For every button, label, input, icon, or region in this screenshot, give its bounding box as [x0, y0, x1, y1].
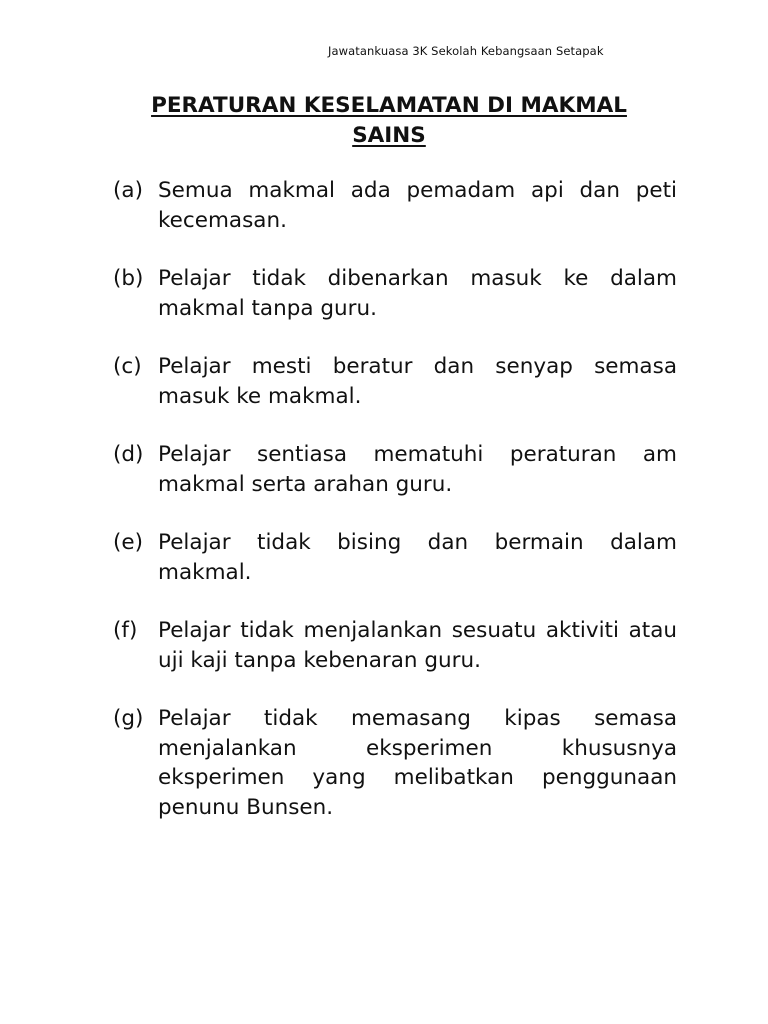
- document-title: [96, 91, 682, 151]
- title-line-1: PERATURAN KESELAMATAN DI MAKMAL: [151, 93, 627, 118]
- rule-marker: (g): [113, 706, 144, 731]
- rule-text: Pelajar tidak menjalankan sesuatu aktiviti atau uji kaji tanpa kebenaran guru.: [158, 618, 677, 673]
- rules-list: [113, 176, 677, 851]
- rule-marker: (f): [113, 618, 138, 643]
- rule-text: Pelajar sentiasa mematuhi peraturan am makmal serta arahan guru.: [158, 442, 677, 497]
- rule-text: Pelajar tidak dibenarkan masuk ke dalam makmal tanpa guru.: [158, 266, 677, 321]
- title-line-2: SAINS: [352, 123, 426, 148]
- rule-text: Semua makmal ada pemadam api dan peti kecemasan.: [158, 178, 677, 233]
- rule-marker: (e): [113, 530, 144, 555]
- rule-text: Pelajar tidak memasang kipas semasa menjalankan eksperimen khususnya eksperimen yang melibatkan penggunaan penunu Bunsen.: [158, 706, 677, 820]
- rule-f: [113, 616, 677, 675]
- rule-marker: (b): [113, 266, 144, 291]
- rule-d: [113, 440, 677, 499]
- rule-marker: (d): [113, 442, 144, 467]
- rule-e: [113, 528, 677, 587]
- document-header: Jawatankuasa 3K Sekolah Kebangsaan Setapak: [328, 44, 604, 58]
- rule-marker: (c): [113, 354, 142, 379]
- rule-a: [113, 176, 677, 235]
- rule-c: [113, 352, 677, 411]
- rule-g: [113, 704, 677, 822]
- rule-marker: (a): [113, 178, 143, 203]
- rule-text: Pelajar tidak bising dan bermain dalam makmal.: [158, 530, 677, 585]
- rule-b: [113, 264, 677, 323]
- rule-text: Pelajar mesti beratur dan senyap semasa masuk ke makmal.: [158, 354, 677, 409]
